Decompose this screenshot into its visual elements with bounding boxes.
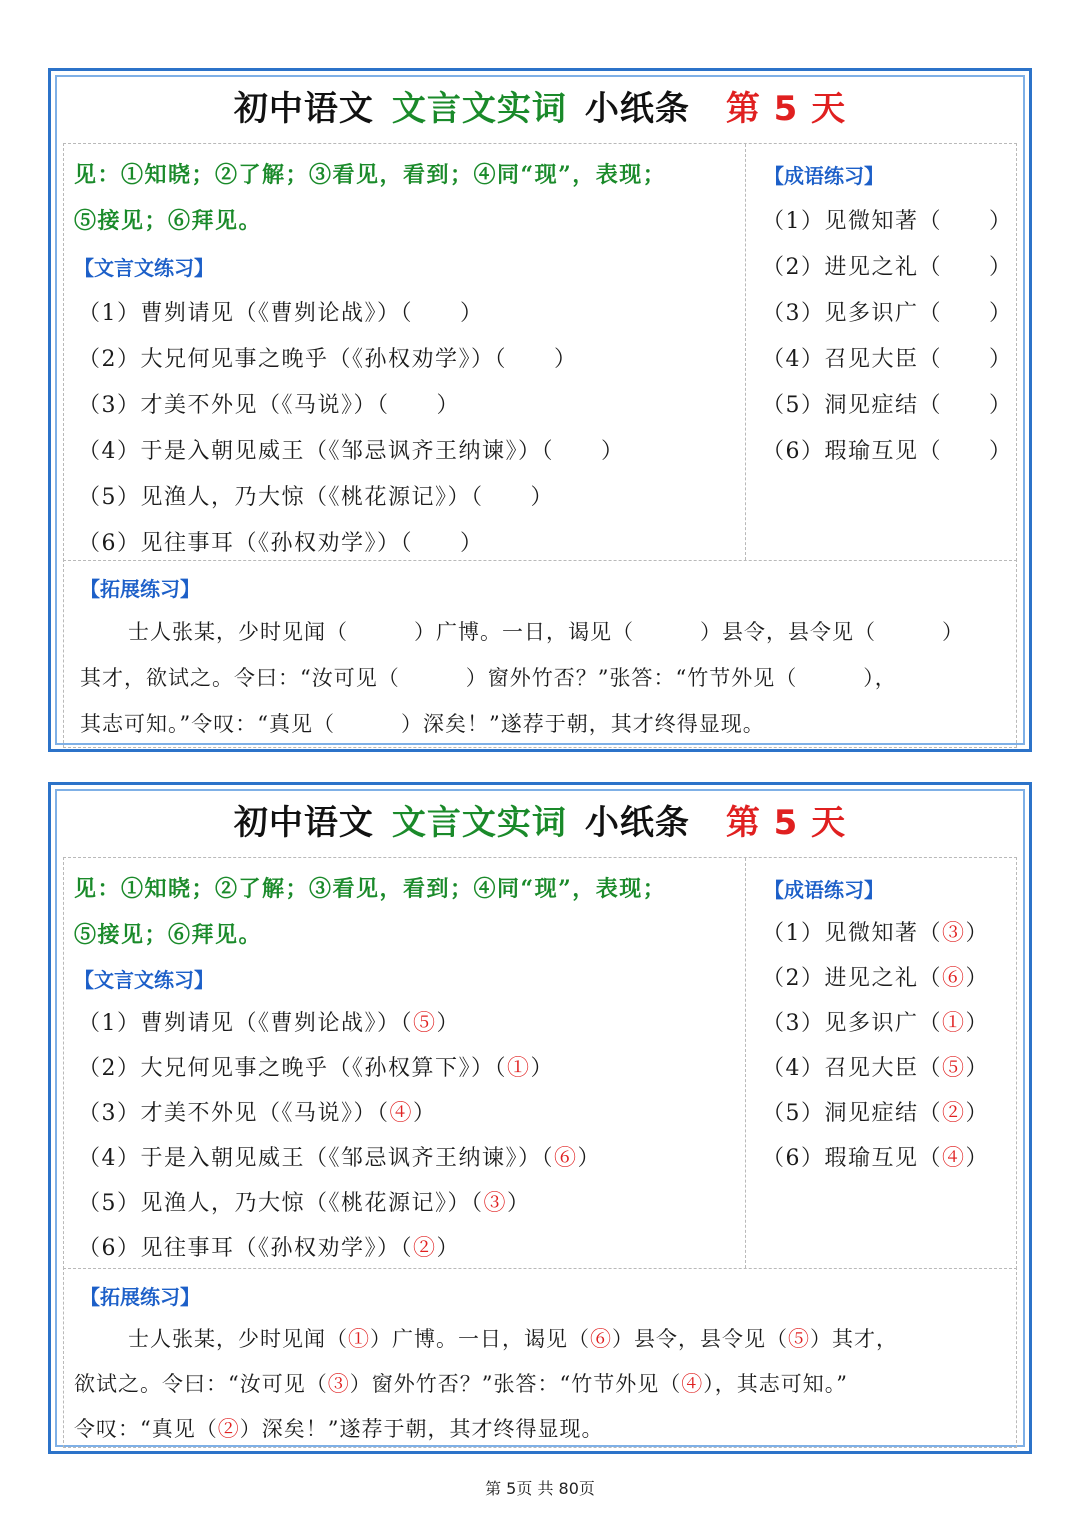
- idiom-item: （2）进见之礼（⑥）: [762, 966, 990, 991]
- title-part3: 小纸条: [584, 89, 690, 129]
- classical-item: （2）大兄何见事之晚乎（《孙权劝学》）（ ）: [78, 347, 578, 372]
- answer-mark: ③: [483, 1191, 508, 1216]
- definition-line1: 见：①知晓；②了解；③看见，看到；④同“现”，表现；: [74, 876, 667, 902]
- classical-item: （5）见渔人，乃大惊（《桃花源记》）（③）: [78, 1191, 531, 1216]
- extension-box: [63, 559, 1017, 748]
- answer-mark: ⑤: [942, 1056, 966, 1081]
- section-idiom: 【成语练习】: [764, 878, 884, 902]
- card-inner: [55, 789, 1025, 1447]
- title-part1: 初中语文: [233, 89, 374, 129]
- title-day: 第 5 天: [725, 89, 847, 129]
- definition-line2: ⑤接见；⑥拜见。: [74, 208, 263, 234]
- idiom-item: （4）召见大臣（ ）: [762, 347, 1013, 372]
- definition-line2: ⑤接见；⑥拜见。: [74, 922, 263, 948]
- extension-line2: 欲试之。令曰：“汝可见（③）窗外竹否？”张答：“竹节外见（④），其志可知。”: [74, 1372, 848, 1396]
- title-part2: 文言文实词: [391, 89, 567, 129]
- idiom-item: （1）见微知著（ ）: [762, 209, 1013, 234]
- idiom-item: （3）见多识广（ ）: [762, 301, 1013, 326]
- answer-mark: ⑥: [942, 966, 966, 991]
- extension-box: [63, 1267, 1017, 1448]
- idiom-item: （1）见微知著（③）: [762, 921, 990, 946]
- answer-mark: ④: [389, 1101, 414, 1126]
- title-part2: 文言文实词: [391, 803, 567, 843]
- definition-line1: 见：①知晓；②了解；③看见，看到；④同“现”，表现；: [74, 162, 667, 188]
- answer-mark: ②: [413, 1236, 437, 1261]
- title-day: 第 5 天: [725, 803, 847, 843]
- section-classical: 【文言文练习】: [74, 968, 214, 992]
- section-idiom: 【成语练习】: [764, 164, 884, 188]
- classical-item: （2）大兄何见事之晚乎（《孙权算下》）（①）: [78, 1056, 555, 1081]
- idiom-item: （4）召见大臣（⑤）: [762, 1056, 990, 1081]
- page-footer: 第 5页 共 80页: [485, 1479, 595, 1498]
- classical-item: （1）曹刿请见（《曹刿论战》）（ ）: [78, 301, 484, 326]
- answer-mark: ①: [507, 1056, 531, 1081]
- extension-paragraph: [74, 1317, 1014, 1452]
- classical-item: （4）于是入朝见威王（《邹忌讽齐王纳谏》）（ ）: [78, 439, 625, 464]
- card-title: [57, 791, 1023, 855]
- worksheet-card-blank: [48, 68, 1032, 752]
- right-column: [746, 858, 1016, 1268]
- extension-line3: 令叹：“真见（②）深矣！”遂荐于朝，其才终得显现。: [74, 1417, 604, 1441]
- classical-item: （1）曹刿请见（《曹刿论战》）（⑤）: [78, 1011, 461, 1036]
- answer-mark: ①: [942, 1011, 966, 1036]
- idiom-item: （2）进见之礼（ ）: [762, 255, 1013, 280]
- answer-mark: ②: [942, 1101, 966, 1126]
- idiom-item: （6）瑕瑜互见（④）: [762, 1146, 990, 1171]
- answer-mark: ⑥: [554, 1146, 578, 1171]
- idiom-item: （3）见多识广（①）: [762, 1011, 990, 1036]
- section-extension: 【拓展练习】: [80, 577, 200, 601]
- extension-line2: 其才，欲试之。令曰：“汝可见（ ）窗外竹否？”张答：“竹节外见（ ），: [80, 666, 897, 690]
- classical-item: （3）才美不外见（《马说》）（ ）: [78, 393, 461, 418]
- answer-mark: ④: [942, 1146, 966, 1171]
- classical-item: （4）于是入朝见威王（《邹忌讽齐王纳谏》）（⑥）: [78, 1146, 602, 1171]
- exercise-box: [63, 857, 1017, 1269]
- right-column: [746, 144, 1016, 560]
- idiom-item: （5）洞见症结（ ）: [762, 393, 1013, 418]
- left-column: [64, 858, 746, 1268]
- card-inner: [55, 75, 1025, 745]
- answer-mark: ⑤: [413, 1011, 437, 1036]
- classical-item: （3）才美不外见（《马说》）（④）: [78, 1101, 437, 1126]
- extension-line3: 其志可知。”令叹：“真见（ ）深矣！”遂荐于朝，其才终得显现。: [80, 712, 765, 736]
- extension-paragraph: [80, 609, 1010, 747]
- answer-mark: ③: [942, 921, 966, 946]
- classical-item: （6）见往事耳（《孙权劝学》）（ ）: [78, 531, 484, 556]
- idiom-item: （5）洞见症结（②）: [762, 1101, 990, 1126]
- classical-item: （5）见渔人，乃大惊（《桃花源记》）（ ）: [78, 485, 555, 510]
- section-classical: 【文言文练习】: [74, 256, 214, 280]
- extension-line1: 士人张某，少时见闻（①）广博。一日，谒见（⑥）县令，县令见（⑤）其才，: [128, 1327, 898, 1351]
- title-part1: 初中语文: [233, 803, 374, 843]
- idiom-item: （6）瑕瑜互见（ ）: [762, 439, 1013, 464]
- extension-line1: 士人张某，少时见闻（ ）广博。一日，谒见（ ）县令，县令见（ ）: [128, 620, 964, 644]
- classical-item: （6）见往事耳（《孙权劝学》）（②）: [78, 1236, 461, 1261]
- card-title: [57, 77, 1023, 141]
- section-extension: 【拓展练习】: [80, 1285, 200, 1309]
- left-column: [64, 144, 746, 560]
- exercise-box: [63, 143, 1017, 561]
- worksheet-card-answers: [48, 782, 1032, 1454]
- title-part3: 小纸条: [584, 803, 690, 843]
